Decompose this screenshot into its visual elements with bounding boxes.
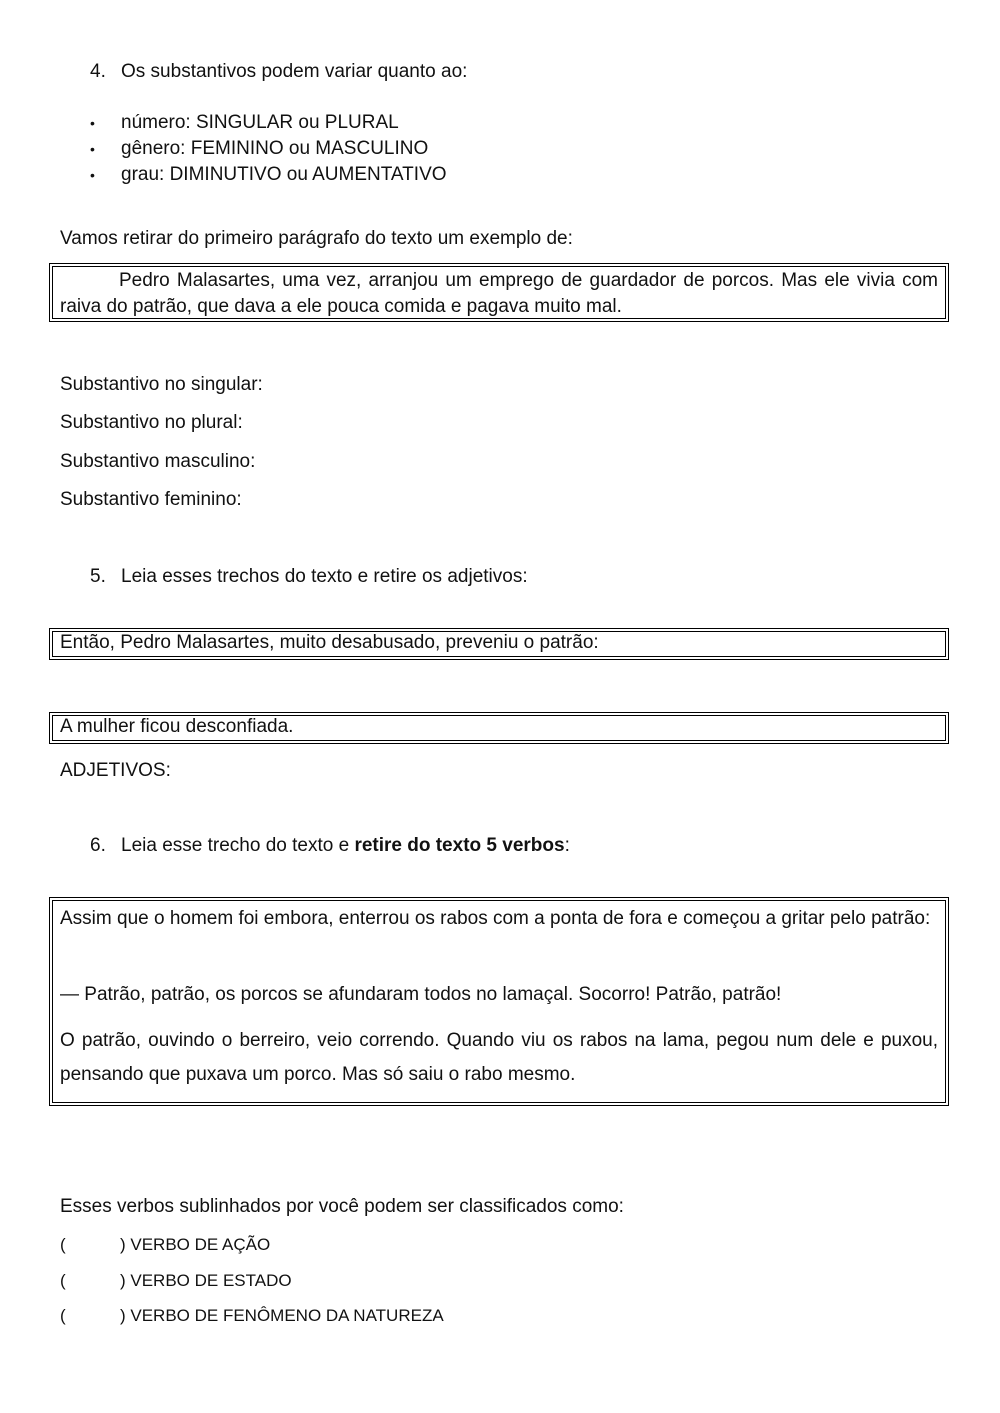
field-plural: Substantivo no plural: bbox=[60, 412, 243, 433]
q5-excerpt2: A mulher ficou desconfiada. bbox=[60, 716, 294, 737]
q6-passage-box bbox=[49, 897, 949, 1106]
bullet-icon: • bbox=[90, 115, 95, 131]
field-masculino: Substantivo masculino: bbox=[60, 451, 256, 472]
q5-number: 5. bbox=[90, 566, 106, 587]
q5-excerpt1-box bbox=[49, 628, 949, 660]
option-verbo-acao: ) VERBO DE AÇÃO bbox=[120, 1235, 271, 1254]
q4-intro: Vamos retirar do primeiro parágrafo do texto um exemplo de: bbox=[60, 228, 573, 249]
q5-excerpt2-box bbox=[49, 712, 949, 744]
option-verbo-estado: ) VERBO DE ESTADO bbox=[120, 1271, 292, 1290]
q6-title-emphasis: retire do texto 5 verbos bbox=[354, 835, 565, 856]
q4-title: Os substantivos podem variar quanto ao: bbox=[121, 61, 468, 82]
option-verbo-fenomeno: ) VERBO DE FENÔMENO DA NATUREZA bbox=[120, 1306, 444, 1325]
q6-title: Leia esse trecho do texto e retire do texto 5 verbos: bbox=[121, 835, 570, 856]
q4-number: 4. bbox=[90, 61, 106, 82]
q4-passage: Pedro Malasartes, uma vez, arranjou um emprego de guardador de porcos. Mas ele vivia com raiva do patrão, que dava a ele pouca comida e pagava muito mal. bbox=[60, 270, 938, 317]
paren-open: ( bbox=[60, 1235, 66, 1254]
paren-open: ( bbox=[60, 1271, 66, 1290]
q6-passage-p3: O patrão, ouvindo o berreiro, veio correndo. Quando viu os rabos na lama, pegou num dele e puxou, pensando que puxava um porco. Mas só saiu o rabo mesmo. bbox=[60, 1030, 938, 1085]
field-singular: Substantivo no singular: bbox=[60, 374, 263, 395]
q6-passage-p1: Assim que o homem foi embora, enterrou os rabos com a ponta de fora e começou a gritar pelo patrão: bbox=[60, 908, 931, 929]
bullet-item-numero: número: SINGULAR ou PLURAL bbox=[121, 112, 399, 133]
bullet-icon: • bbox=[90, 141, 95, 157]
q4-passage-box bbox=[49, 263, 949, 322]
q6-passage-p2: — Patrão, patrão, os porcos se afundaram todos no lamaçal. Socorro! Patrão, patrão! bbox=[60, 984, 782, 1005]
bullet-item-genero: gênero: FEMININO ou MASCULINO bbox=[121, 138, 429, 159]
q5-excerpt1: Então, Pedro Malasartes, muito desabusado, preveniu o patrão: bbox=[60, 632, 599, 653]
field-feminino: Substantivo feminino: bbox=[60, 489, 242, 510]
q5-title: Leia esses trechos do texto e retire os adjetivos: bbox=[121, 566, 528, 587]
classify-intro: Esses verbos sublinhados por você podem ser classificados como: bbox=[60, 1196, 624, 1217]
paren-open: ( bbox=[60, 1306, 66, 1325]
q6-number: 6. bbox=[90, 835, 106, 856]
adjetivos-label: ADJETIVOS: bbox=[60, 760, 171, 781]
bullet-item-grau: grau: DIMINUTIVO ou AUMENTATIVO bbox=[121, 164, 447, 185]
bullet-icon: • bbox=[90, 167, 95, 183]
